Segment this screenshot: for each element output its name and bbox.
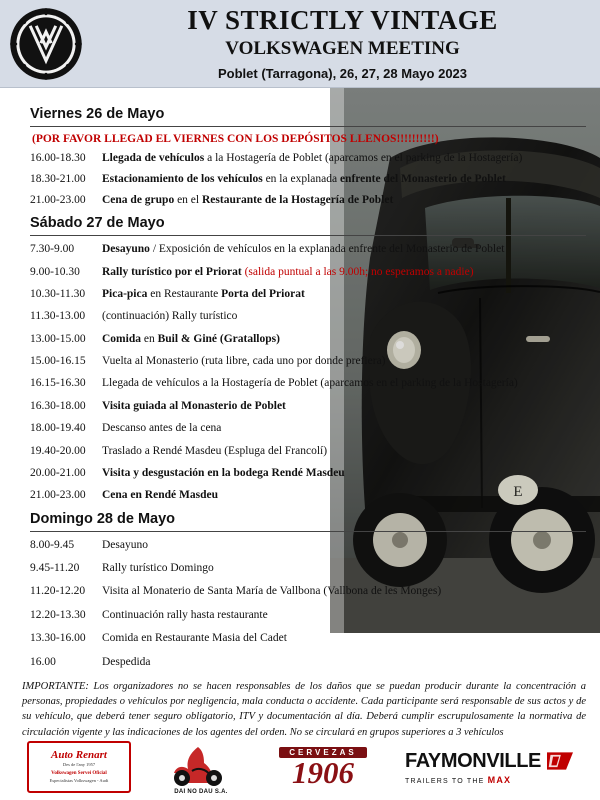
row-time: 11.20-12.20 <box>30 585 86 598</box>
row-desc-red: (salida puntual a las 9.00h; no esperamos a nadie) <box>241 265 474 278</box>
row-time: 16.15-16.30 <box>30 377 86 390</box>
row-description: Llegada de vehículos a la Hostagería de Poblet (aparcamos en el parking de la Hostagería) <box>102 377 518 390</box>
row-description <box>102 287 586 301</box>
row-description: Cena en Rendé Masdeu <box>102 489 218 502</box>
row-description: Despedida <box>102 655 151 668</box>
sponsor-1-service: Volkswagen Servei Oficial <box>51 770 107 776</box>
row-desc-bold: Desayuno <box>102 243 150 256</box>
row-time: 7.30-9.00 <box>30 243 75 256</box>
disclaimer-lead: IMPORTANTE: <box>22 680 89 692</box>
sponsor-bar <box>0 734 600 800</box>
sponsor-4-slogan-accent: MAX <box>487 774 512 785</box>
row-time: 13.00-15.00 <box>30 332 86 345</box>
sponsor-3-number: 1906 <box>292 754 354 790</box>
row-description: Continuación rally hasta restaurante <box>102 608 268 621</box>
schedule-row <box>30 151 586 165</box>
row-time: 9.45-11.20 <box>30 562 80 574</box>
poster-location: Poblet (Tarragona), 26, 27, 28 Mayo 2023 <box>217 66 468 82</box>
sponsor-1-since: Des de l'any 1957 <box>62 761 96 767</box>
poster-title: IV STRICTLY VINTAGE <box>187 5 498 35</box>
disclaimer-body: Los organizadores no se hacen responsables de los daños que se puedan producir durante la concentración a personas, propiedades o vehículos por negligencia, mala conducta o accidente. Cada participante será responsable de sus actos y de su vehículo, que deberá tener seguro obligatorio, ITV y documentación al día. Deberá cumplir escrupulosamente la normativa de circulación vigente y las indicaciones de los agentes del orden. No se circulará en grupos superiores a 3 vehículos <box>22 680 586 738</box>
sponsor-2-name: DAI NO DAU S.A. <box>174 789 228 795</box>
sponsor-auto-renart[interactable] <box>27 740 131 794</box>
row-desc-bold: Llegada de vehículos <box>102 152 205 164</box>
row-description: Visita al Monaterio de Santa María de Vallbona (Vallbona de les Monges) <box>102 585 442 598</box>
row-description: Traslado a Rendé Masdeu (Espluga del Francolí) <box>102 444 328 457</box>
poster-header <box>0 0 600 88</box>
sponsor-faymonville[interactable] <box>405 740 573 794</box>
sponsor-dai-no-dau[interactable] <box>161 740 241 794</box>
schedule-row <box>30 655 586 669</box>
sponsor-cervezas-1906[interactable] <box>271 740 375 794</box>
schedule-row <box>30 193 586 207</box>
row-description <box>102 242 586 256</box>
row-time: 16.00 <box>30 655 56 668</box>
volkswagen-logo <box>8 6 84 82</box>
day-heading-saturday: Sábado 27 de Mayo <box>30 215 165 232</box>
row-desc-mid: en el <box>174 193 202 206</box>
row-desc-bold: Cena de grupo <box>102 193 175 206</box>
row-time: 20.00-21.00 <box>30 466 86 479</box>
schedule-row <box>30 538 586 552</box>
row-time: 11.30-13.00 <box>30 310 86 323</box>
row-desc-bold2: enfrente del Monasterio de Poblet <box>339 172 506 185</box>
row-description: Visita guiada al Monasterio de Poblet <box>102 399 286 412</box>
sponsor-4-slogan-text: TRAILERS TO THE <box>405 777 485 785</box>
row-description: Visita y desgustación en la bodega Rendé Masdeu <box>102 466 345 479</box>
row-time: 10.30-11.30 <box>30 287 86 300</box>
schedule-content <box>0 88 600 669</box>
schedule-row <box>30 309 586 323</box>
section-friday <box>30 106 586 207</box>
schedule-row <box>30 332 586 346</box>
row-desc-mid: en Restaurante <box>147 287 222 300</box>
schedule-row <box>30 584 586 598</box>
row-description <box>102 151 586 165</box>
row-desc-bold: Rally turístico por el Priorat <box>102 265 242 278</box>
sponsor-4-name: FAYMONVILLE <box>405 749 541 772</box>
row-desc-rest: a la Hostagería de Poblet (aparcamos en el parking de la Hostagería) <box>204 152 523 164</box>
row-description: Vuelta al Monasterio (ruta libre, cada uno por donde prefiera) <box>102 355 386 367</box>
sponsor-1-tagline: Especialistas Volkswagen - Audi <box>49 777 109 783</box>
sponsor-3-top: CERVEZAS <box>279 747 366 758</box>
schedule-row <box>30 354 586 368</box>
schedule-row <box>30 172 586 186</box>
disclaimer-text <box>22 679 586 740</box>
schedule-row <box>30 265 586 279</box>
friday-notice: (POR FAVOR LLEGAD EL VIERNES CON LOS DEPÓSITOS LLENOS!!!!!!!!!!) <box>32 133 439 145</box>
row-desc-bold2: Restaurante de la Hostagería de Poblet <box>201 193 394 206</box>
schedule-row <box>30 608 586 622</box>
header-text-block <box>95 2 590 81</box>
row-description <box>102 265 586 279</box>
day-heading-sunday: Domingo 28 de Mayo <box>30 510 176 527</box>
section-sunday <box>30 511 586 669</box>
row-description: Rally turístico Domingo <box>102 562 214 574</box>
faymonville-flag-icon <box>547 751 573 771</box>
day-heading-friday: Viernes 26 de Mayo <box>30 106 165 122</box>
row-time: 12.20-13.30 <box>30 608 86 621</box>
schedule-row <box>30 287 586 301</box>
schedule-row <box>30 399 586 413</box>
schedule-row <box>30 242 586 256</box>
row-time: 13.30-16.00 <box>30 632 86 645</box>
row-desc-bold2: Buil & Giné (Gratallops) <box>157 332 280 345</box>
row-time: 18.30-21.00 <box>30 172 86 185</box>
sponsor-4-slogan <box>405 775 573 785</box>
row-description <box>102 172 586 186</box>
row-description <box>102 193 586 207</box>
row-desc-bold: Comida <box>102 332 141 345</box>
schedule-row <box>30 376 586 390</box>
row-time: 8.00-9.45 <box>30 538 75 551</box>
divider-sunday <box>30 531 586 532</box>
row-desc-bold2: Porta del Priorat <box>221 287 305 300</box>
row-time: 18.00-19.40 <box>30 422 86 435</box>
schedule-row <box>30 444 586 458</box>
row-description: Descanso antes de la cena <box>102 422 222 435</box>
row-time: 19.40-20.00 <box>30 444 86 457</box>
divider-friday <box>30 126 586 127</box>
section-saturday <box>30 215 586 503</box>
row-desc-mid: en la explanada <box>262 172 340 185</box>
row-time: 16.00-18.30 <box>30 152 86 164</box>
schedule-row <box>30 631 586 645</box>
row-description: Comida en Restaurante Masia del Cadet <box>102 632 287 645</box>
row-time: 21.00-23.00 <box>30 489 86 502</box>
schedule-row <box>30 466 586 480</box>
row-time: 16.30-18.00 <box>30 399 86 412</box>
row-description: Desayuno <box>102 538 148 551</box>
schedule-row <box>30 421 586 435</box>
row-description <box>102 332 586 346</box>
svg-text:E: E <box>513 484 523 500</box>
row-time: 21.00-23.00 <box>30 193 86 206</box>
row-desc-rest: / Exposición de vehículos en la explanada enfrente del Monasterio de Poblet <box>149 243 505 256</box>
sponsor-1-name: Auto Renart <box>51 749 107 762</box>
row-description: (continuación) Rally turístico <box>102 310 238 323</box>
schedule-row <box>30 561 586 575</box>
schedule-row <box>30 488 586 502</box>
row-time: 9.00-10.30 <box>30 265 80 278</box>
row-desc-bold: Pica-pica <box>102 287 148 300</box>
divider-saturday <box>30 235 586 236</box>
poster-subtitle: VOLKSWAGEN MEETING <box>225 37 460 59</box>
dai-no-dau-logo-icon <box>168 745 234 789</box>
row-desc-mid: en <box>140 332 158 345</box>
row-desc-bold: Estacionamiento de los vehículos <box>102 172 263 185</box>
row-time: 15.00-16.15 <box>30 355 86 367</box>
